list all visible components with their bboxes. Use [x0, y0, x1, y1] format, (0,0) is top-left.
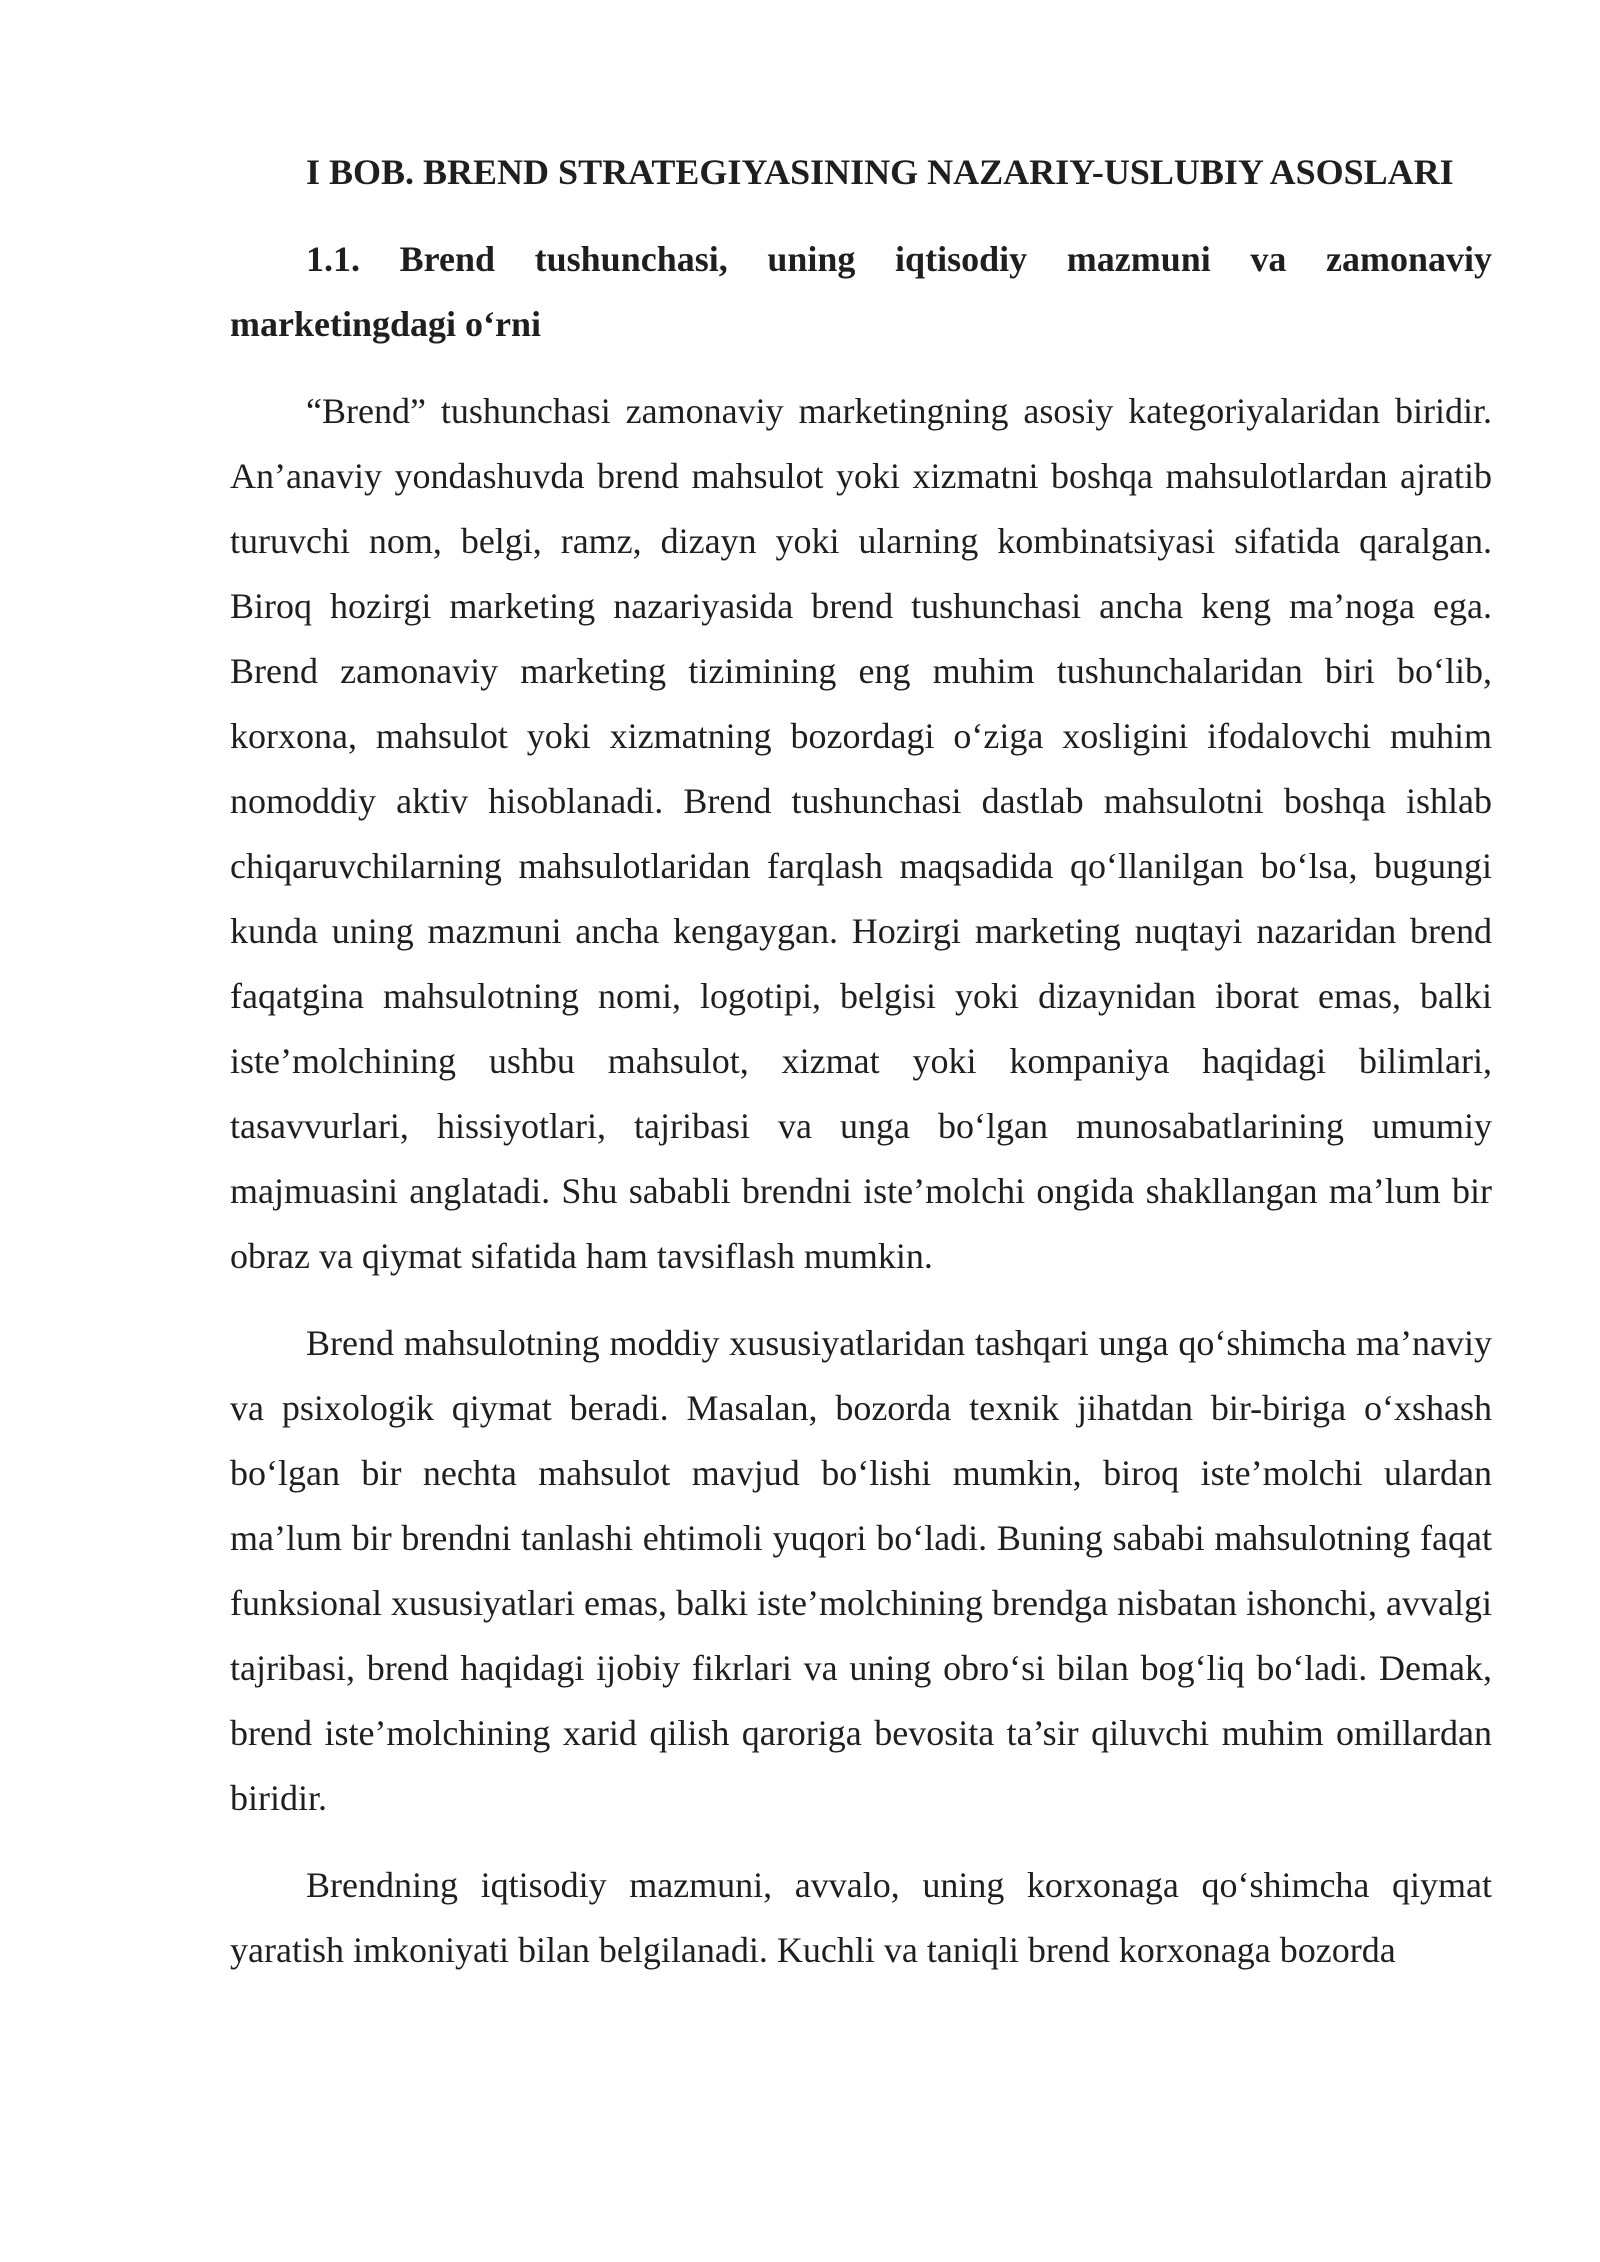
chapter-title: I BOB. BREND STRATEGIYASINING NAZARIY-USLUBIY ASOSLARI	[306, 152, 1454, 192]
paragraph-2: Brend mahsulotning moddiy xususiyatlaridan tashqari unga qo‘shimcha ma’naviy va psixologik qiymat beradi. Masalan, bozorda texnik jihatdan bir-biriga o‘xshash bo‘lgan bir nechta mahsulot mavjud bo‘lishi mumkin, biroq iste’molchi ulardan ma’lum bir brendni tanlashi ehtimoli yuqori bo‘ladi. Buning sababi mahsulotning faqat funksional xususiyatlari emas, balki iste’molchining brendga nisbatan ishonchi, avvalgi tajribasi, brend haqidagi ijobiy fikrlari va uning obro‘si bilan bog‘liq bo‘ladi. Demak, brend iste’molchining xarid qilish qaroriga bevosita ta’sir qiluvchi muhim omillardan biridir.	[230, 1323, 1492, 1818]
section-title: 1.1. Brend tushunchasi, uning iqtisodiy mazmuni va zamonaviy marketingdagi o‘rni	[230, 239, 1492, 344]
paragraph-1: “Brend” tushunchasi zamonaviy marketingning asosiy kategoriyalaridan biridir. An’anaviy yondashuvda brend mahsulot yoki xizmatni boshqa mahsulotlardan ajratib turuvchi nom, belgi, ramz, dizayn yoki ularning kombinatsiyasi sifatida qaralgan. Biroq hozirgi marketing nazariyasida brend tushunchasi ancha keng ma’noga ega. Brend zamonaviy marketing tizimining eng muhim tushunchalaridan biri bo‘lib, korxona, mahsulot yoki xizmatning bozordagi o‘ziga xosligini ifodalovchi muhim nomoddiy aktiv hisoblanadi. Brend tushunchasi dastlab mahsulotni boshqa ishlab chiqaruvchilarning mahsulotlaridan farqlash maqsadida qo‘llanilgan bo‘lsa, bugungi kunda uning mazmuni ancha kengaygan. Hozirgi marketing nuqtayi nazaridan brend faqatgina mahsulotning nomi, logotipi, belgisi yoki dizaynidan iborat emas, balki iste’molchining ushbu mahsulot, xizmat yoki kompaniya haqidagi bilimlari, tasavvurlari, hissiyotlari, tajribasi va unga bo‘lgan munosabatlarining umumiy majmuasini anglatadi. Shu sababli brendni iste’molchi ongida shakllangan ma’lum bir obraz va qiymat sifatida ham tavsiflash mumkin.	[230, 391, 1492, 1276]
paragraph-3: Brendning iqtisodiy mazmuni, avvalo, uning korxonaga qo‘shimcha qiymat yaratish imkoniyati bilan belgilanadi. Kuchli va taniqli brend korxonaga bozorda	[230, 1865, 1492, 1970]
document-page	[230, 140, 1492, 2005]
